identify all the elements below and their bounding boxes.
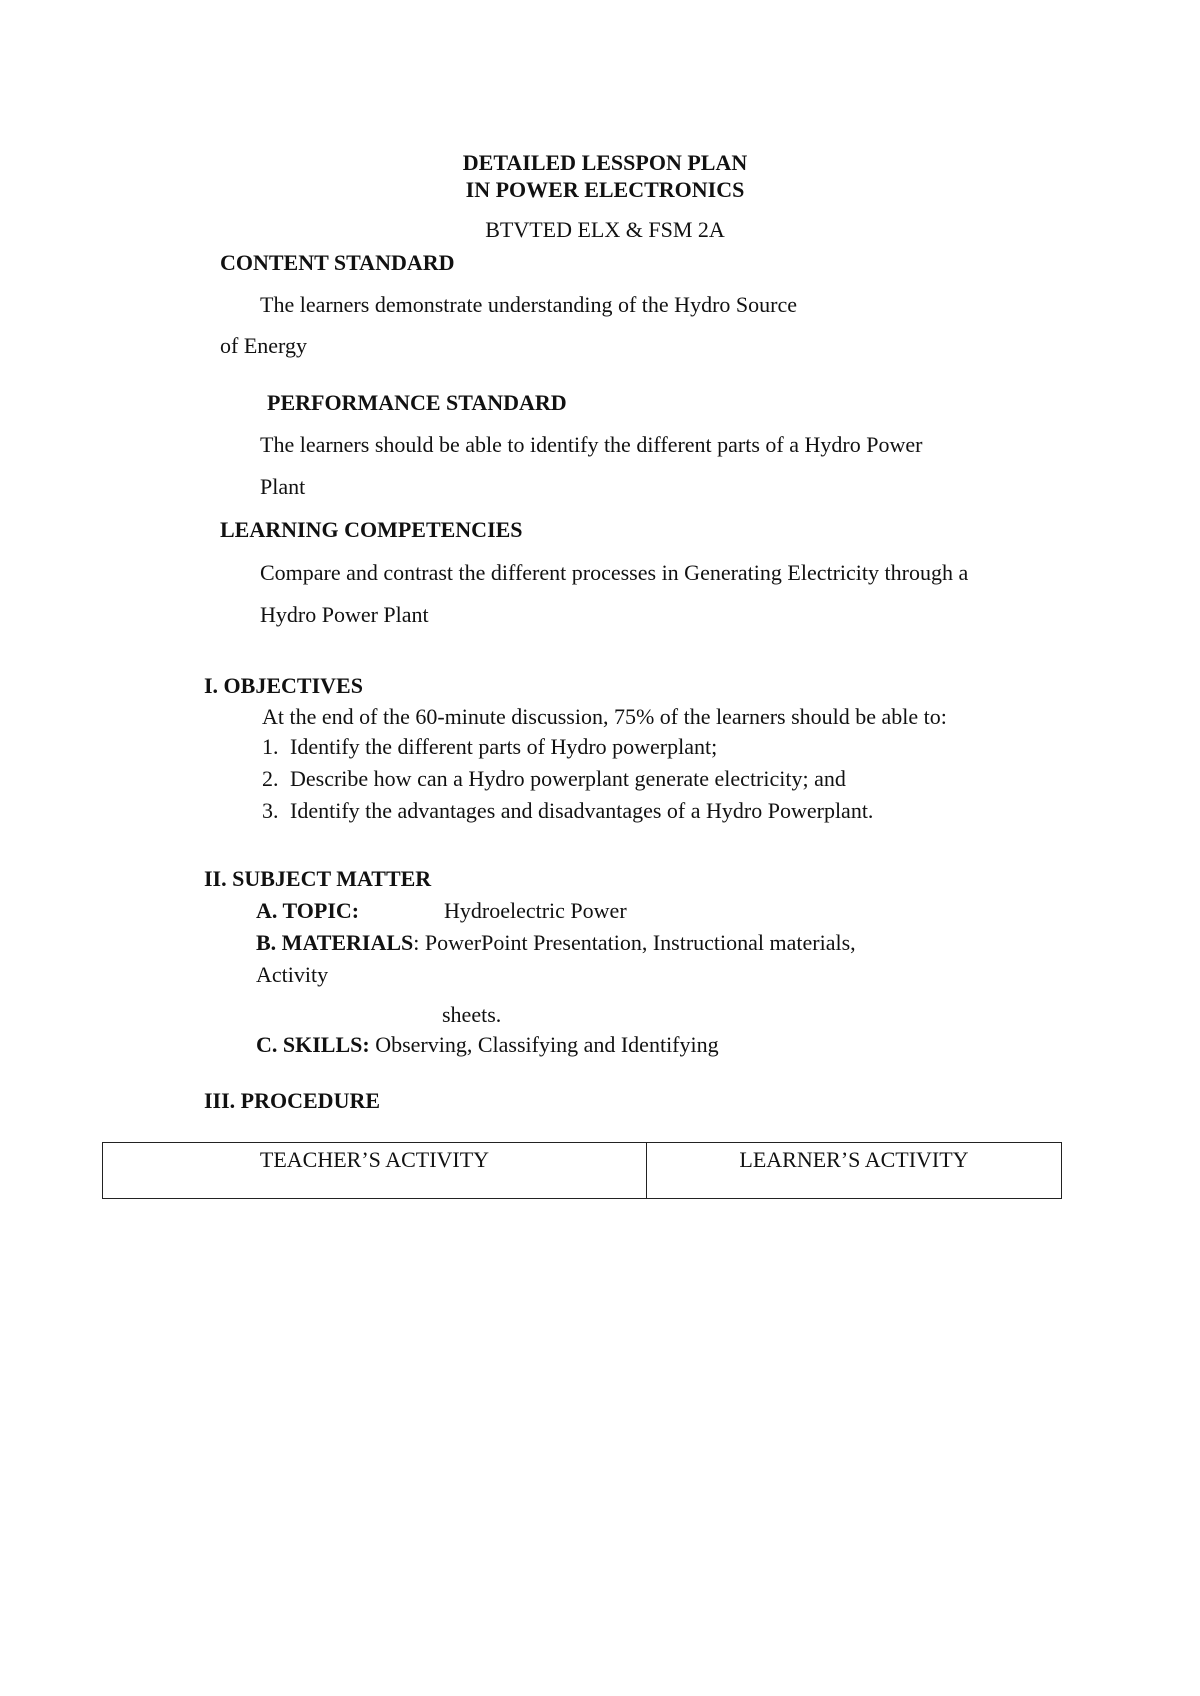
procedure-heading: III. PROCEDURE [204, 1088, 381, 1113]
materials-line-2: Activity [256, 962, 329, 987]
skills-label: C. SKILLS: [256, 1032, 370, 1057]
learning-competencies-heading: LEARNING COMPETENCIES [220, 517, 523, 542]
materials-label: B. MATERIALS [256, 930, 414, 955]
topic-value: Hydroelectric Power [444, 898, 627, 923]
performance-standard-heading: PERFORMANCE STANDARD [267, 390, 567, 415]
learning-competencies-text-line-1: Compare and contrast the different processes in Generating Electricity through a [260, 560, 969, 585]
materials-line-3: sheets. [442, 1002, 502, 1027]
list-item-number: 2. [262, 766, 279, 791]
performance-standard-text-line-1: The learners should be able to identify the different parts of a Hydro Power [260, 432, 923, 457]
list-item [262, 766, 873, 798]
materials-line [256, 930, 856, 956]
teacher-activity-column-header: TEACHER’S ACTIVITY [103, 1143, 647, 1199]
learning-competencies-text-line-2: Hydro Power Plant [260, 602, 429, 627]
learner-activity-column-header: LEARNER’S ACTIVITY [647, 1143, 1062, 1199]
content-standard-text-line-1: The learners demonstrate understanding of the Hydro Source [260, 292, 797, 317]
table-header-row [103, 1143, 1062, 1199]
list-item-text: Describe how can a Hydro powerplant generate electricity; and [290, 766, 846, 791]
list-item-number: 1. [262, 734, 279, 759]
objectives-list [262, 734, 873, 830]
content-standard-text-line-2: of Energy [220, 333, 307, 358]
topic-label: A. TOPIC: [256, 898, 360, 923]
document-title-line-2: IN POWER ELECTRONICS [465, 177, 745, 202]
class-section: BTVTED ELX & FSM 2A [485, 217, 725, 242]
performance-standard-text-line-2: Plant [260, 474, 306, 499]
procedure-table [102, 1142, 1062, 1199]
list-item [262, 734, 873, 766]
list-item [262, 798, 873, 830]
materials-value: : PowerPoint Presentation, Instructional materials, [413, 930, 856, 955]
list-item-text: Identify the advantages and disadvantages of a Hydro Powerplant. [290, 798, 874, 823]
document-title-line-1: DETAILED LESSPON PLAN [462, 150, 748, 175]
subject-matter-heading: II. SUBJECT MATTER [204, 866, 432, 891]
skills-line [256, 1032, 719, 1058]
list-item-number: 3. [262, 798, 279, 823]
content-standard-heading: CONTENT STANDARD [220, 250, 455, 275]
objectives-intro: At the end of the 60-minute discussion, 75% of the learners should be able to: [262, 704, 947, 729]
skills-value: Observing, Classifying and Identifying [369, 1032, 719, 1057]
objectives-heading: I. OBJECTIVES [204, 673, 363, 698]
list-item-text: Identify the different parts of Hydro powerplant; [290, 734, 718, 759]
